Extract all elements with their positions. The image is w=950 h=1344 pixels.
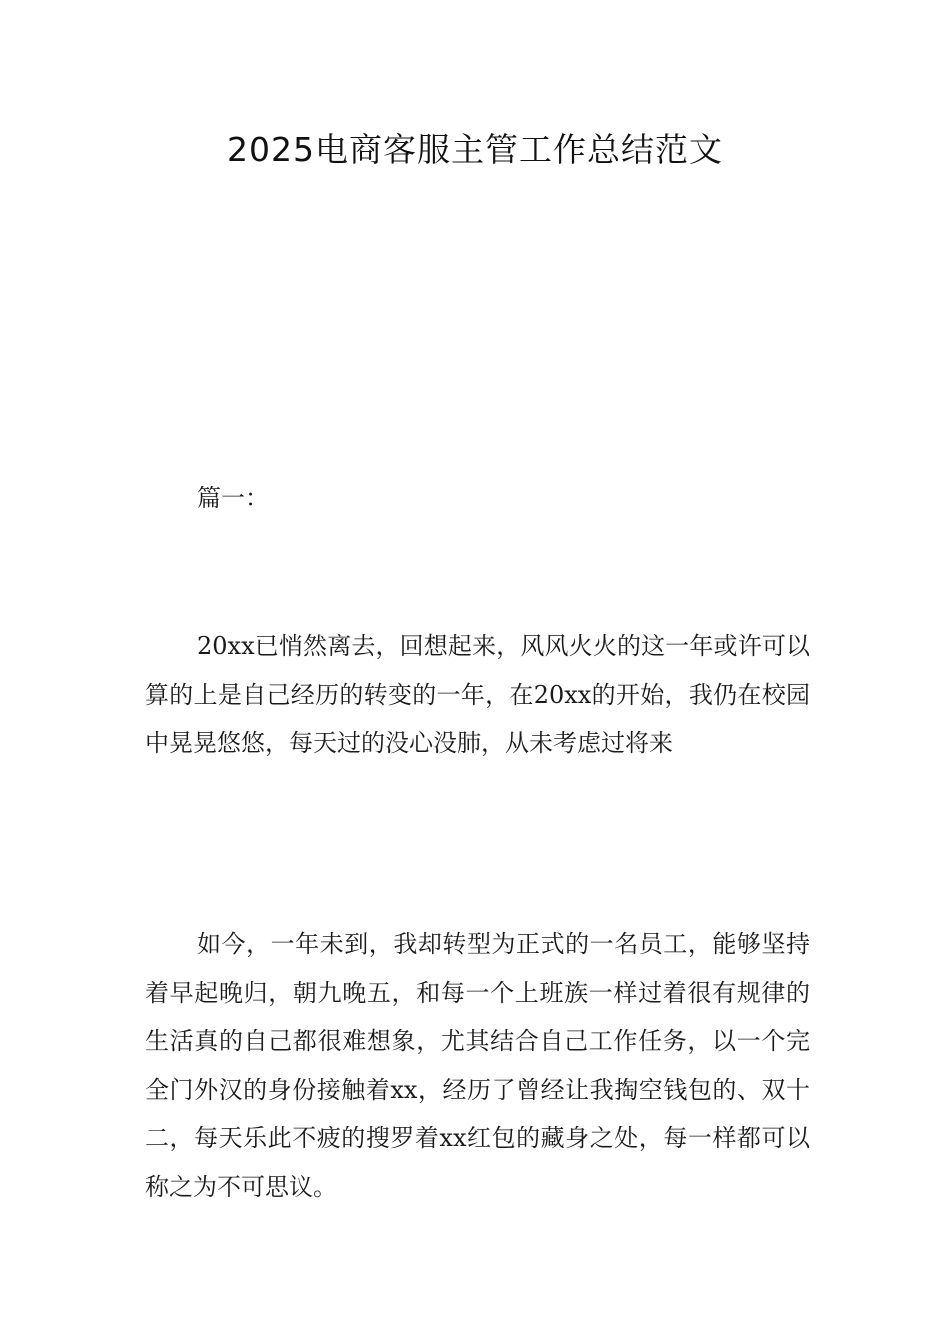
section-heading: 篇一： (197, 484, 269, 512)
document-title: 2025电商客服主管工作总结范文 (227, 130, 723, 169)
paragraph: 如今，一年未到，我却转型为正式的一名员工，能够坚持着早起晚归，朝九晚五，和每一个上班族一样过着很有规律的生活真的自己都很难想象，尤其结合自己工作任务，以一个完全门外汉的身份接触着xx，经历了曾经让我掏空钱包的、双十二，每天乐此不疲的搜罗着xx红包的藏身之处，每一样都可以称之为不可思议。 (145, 930, 810, 1201)
paragraph: 20xx已悄然离去，回想起来，风风火火的这一年或许可以算的上是自己经历的转变的一年，在20xx的开始，我仍在校园中晃晃悠悠，每天过的没心没肺，从未考虑过将来 (145, 632, 810, 757)
